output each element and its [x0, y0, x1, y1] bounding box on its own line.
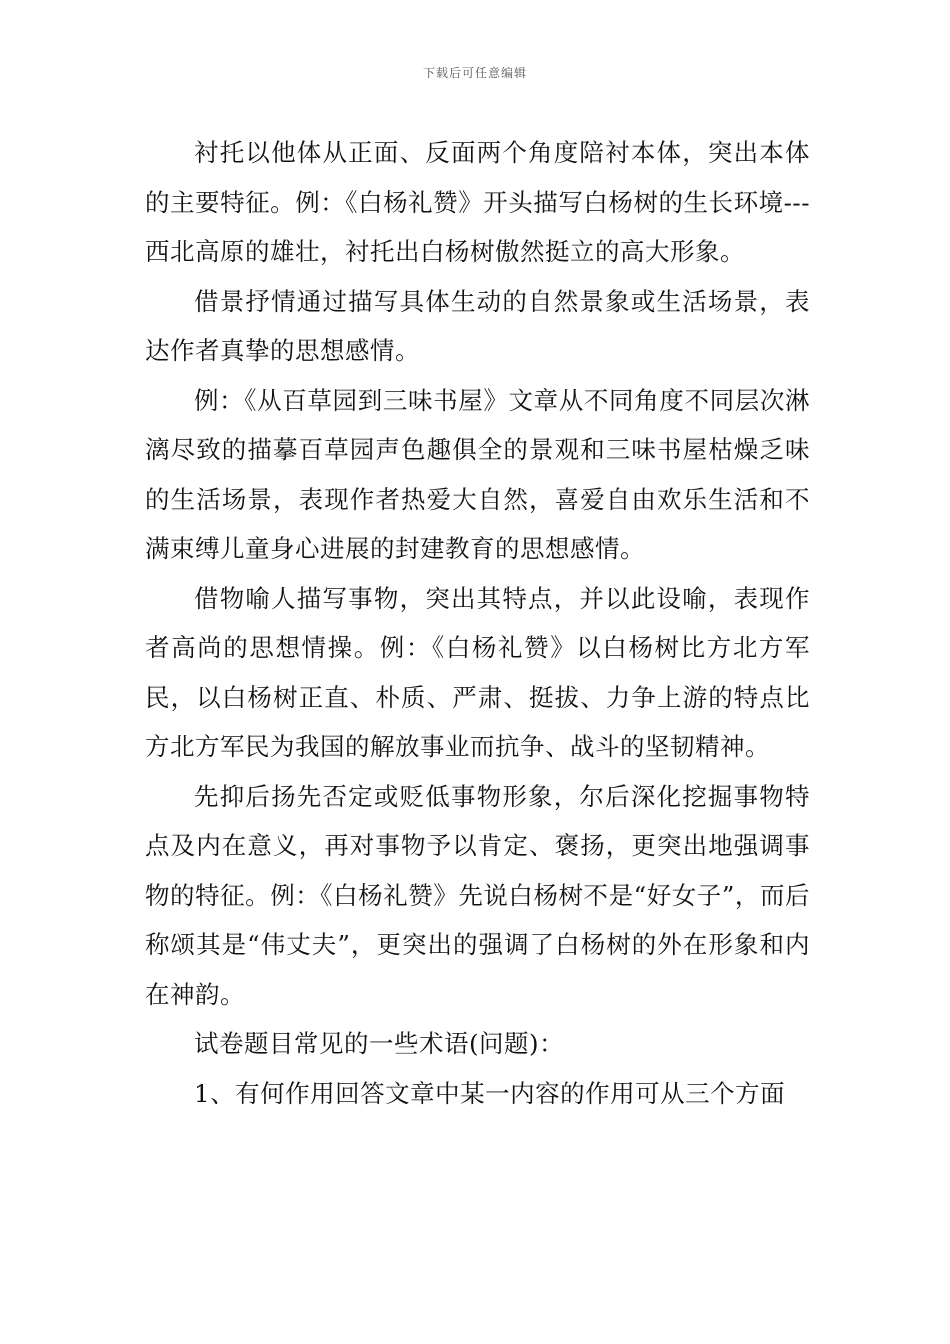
document-body [145, 128, 810, 1118]
paragraph-object-metaphor: 借物喻人描写事物，突出其特点，并以此设喻，表现作者高尚的思想情操。例：《白杨礼赞》以白杨树比方北方军民，以白杨树正直、朴质、严肃、挺拔、力争上游的特点比方北方军民为我国的解放事业而抗争、战斗的坚韧精神。 [145, 583, 810, 761]
paragraph-contrast: 衬托以他体从正面、反面两个角度陪衬本体，突出本体的主要特征。例：《白杨礼赞》开头描写白杨树的生长环境---西北高原的雄壮，衬托出白杨树傲然挺立的高大形象。 [145, 138, 810, 266]
paragraph-item-1: 1、有何作用回答文章中某一内容的作用可从三个方面 [194, 1078, 786, 1108]
paragraph-exam-terms: 试卷题目常见的一些术语(问题)： [194, 1029, 565, 1058]
paragraph-example-baicaoyuan: 例：《从百草园到三味书屋》文章从不同角度不同层次淋漓尽致的描摹百草园声色趣俱全的景观和三味书屋枯燥乏味的生活场景，表现作者热爱大自然，喜爱自由欢乐生活和不满束缚儿童身心进展的封建教育的思想感情。 [145, 385, 810, 563]
paragraph-suppress-then-praise: 先抑后扬先否定或贬低事物形象，尔后深化挖掘事物特点及内在意义，再对事物予以肯定、褒扬，更突出地强调事物的特征。例：《白杨礼赞》先说白杨树不是“好女子”，而后称颂其是“伟丈夫”，更突出的强调了白杨树的外在形象和内在神韵。 [145, 781, 810, 1009]
page-header: 下载后可任意编辑 [422, 66, 527, 80]
paragraph-scenery-emotion: 借景抒情通过描写具体生动的自然景象或生活场景，表达作者真挚的思想感情。 [145, 286, 810, 365]
